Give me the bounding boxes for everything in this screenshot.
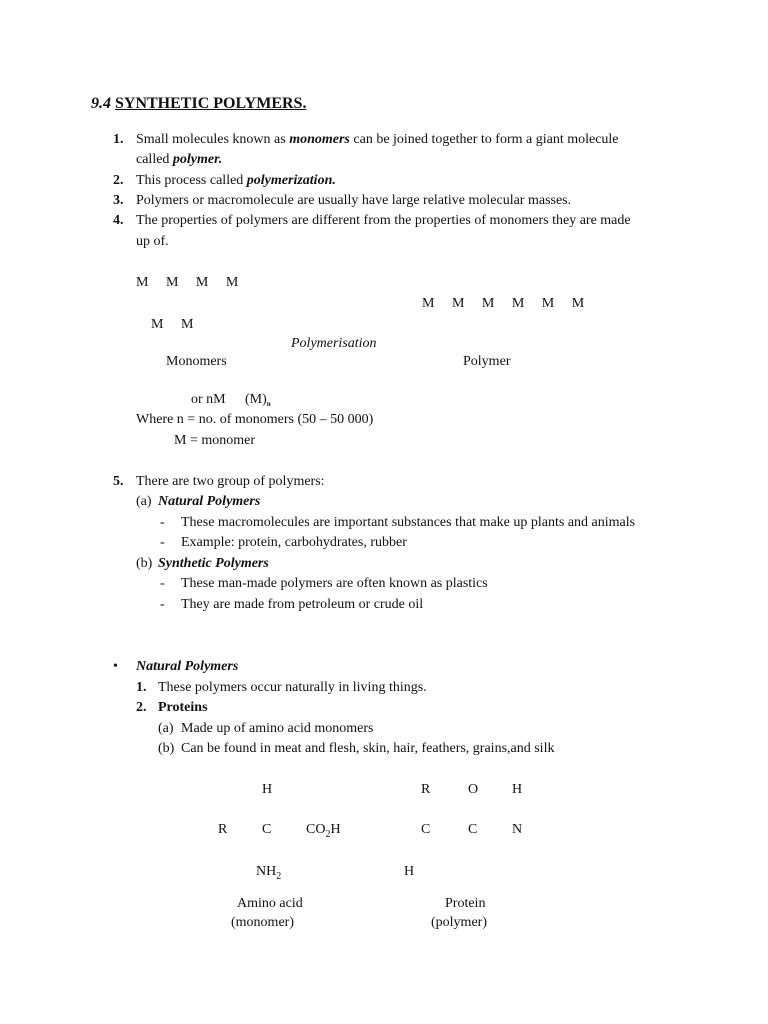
point-number: 1.	[113, 132, 124, 147]
amino-co2h	[306, 820, 341, 840]
natural-point-1: These polymers occur naturally in living things.	[158, 680, 427, 695]
dash: -	[160, 576, 165, 591]
polymer-row: M M M M M M	[422, 296, 585, 311]
dash: -	[160, 515, 165, 530]
groups-intro: There are two group of polymers:	[136, 474, 325, 489]
equation-left: or nM	[191, 392, 226, 407]
dash: -	[160, 597, 165, 612]
subscript: 2	[276, 870, 282, 882]
point-4-line-1: The properties of polymers are different from the properties of monomers they are made	[136, 213, 631, 228]
point-number: 1.	[136, 680, 147, 695]
monomer-row-2: M M	[151, 317, 194, 332]
text: can be joined together to form a giant molecule	[349, 132, 619, 147]
point-number: 2.	[136, 700, 147, 715]
protein-label: Protein	[445, 896, 486, 911]
protein-r: R	[421, 782, 431, 797]
polymer-label: Polymer	[463, 354, 511, 369]
dash: -	[160, 535, 165, 550]
point-4-line-2: up of.	[136, 234, 169, 249]
text: (M)	[245, 392, 267, 407]
proteins-heading: Proteins	[158, 700, 208, 715]
group-b-label: (b)	[136, 556, 153, 571]
point-number: 2.	[113, 173, 124, 188]
protein-o: O	[468, 782, 479, 797]
group-a-item-1: These macromolecules are important substances that make up plants and animals	[181, 515, 636, 530]
section-title	[91, 94, 306, 114]
polymerisation-label: Polymerisation	[291, 336, 377, 351]
sub-a-text: Made up of amino acid monomers	[181, 721, 374, 736]
where-line: Where n = no. of monomers (50 – 50 000)	[136, 412, 374, 427]
term-polymer: polymer.	[172, 152, 223, 167]
amino-label: Amino acid	[237, 896, 303, 911]
amino-nh2	[256, 862, 281, 882]
monomers-label: Monomers	[166, 354, 227, 369]
protein-sublabel: (polymer)	[431, 915, 487, 930]
text: This process called	[136, 173, 247, 188]
point-2	[136, 171, 336, 191]
subscript: 2	[325, 828, 331, 840]
point-number: 4.	[113, 213, 124, 228]
amino-sublabel: (monomer)	[231, 915, 294, 930]
subscript-n: n	[266, 400, 271, 408]
protein-h-top: H	[512, 782, 523, 797]
point-1-line-2	[136, 150, 222, 170]
text: NH	[256, 864, 277, 879]
protein-n: N	[512, 822, 523, 837]
protein-c2: C	[468, 822, 478, 837]
text: CO	[306, 822, 326, 837]
natural-polymers-heading: Natural Polymers	[136, 659, 239, 674]
point-3: Polymers or macromolecule are usually have large relative molecular masses.	[136, 193, 572, 208]
m-definition: M = monomer	[174, 433, 255, 448]
sub-b-text: Can be found in meat and flesh, skin, hair, feathers, grains,and silk	[181, 741, 555, 756]
term-monomers: monomers	[289, 132, 350, 147]
amino-r: R	[218, 822, 228, 837]
group-b-title: Synthetic Polymers	[158, 556, 269, 571]
protein-c1: C	[421, 822, 431, 837]
text: called	[136, 152, 173, 167]
text: H	[330, 822, 341, 837]
sub-a-label: (a)	[158, 721, 174, 736]
section-number: 9.4	[91, 95, 111, 112]
term-polymerization: polymerization.	[246, 173, 336, 188]
section-heading: SYNTHETIC POLYMERS.	[115, 95, 307, 112]
bullet: •	[113, 659, 118, 674]
protein-h-bottom: H	[404, 864, 415, 879]
point-number: 5.	[113, 474, 124, 489]
group-a-title: Natural Polymers	[158, 494, 261, 509]
group-a-label: (a)	[136, 494, 152, 509]
group-b-item-2: They are made from petroleum or crude oil	[181, 597, 424, 612]
sub-b-label: (b)	[158, 741, 175, 756]
point-1-line-1	[136, 130, 619, 150]
monomer-row-1: M M M M	[136, 275, 239, 290]
amino-h-top: H	[262, 782, 273, 797]
text: Small molecules known as	[136, 132, 290, 147]
group-b-item-1: These man-made polymers are often known as plastics	[181, 576, 488, 591]
point-number: 3.	[113, 193, 124, 208]
amino-c: C	[262, 822, 272, 837]
group-a-item-2: Example: protein, carbohydrates, rubber	[181, 535, 407, 550]
